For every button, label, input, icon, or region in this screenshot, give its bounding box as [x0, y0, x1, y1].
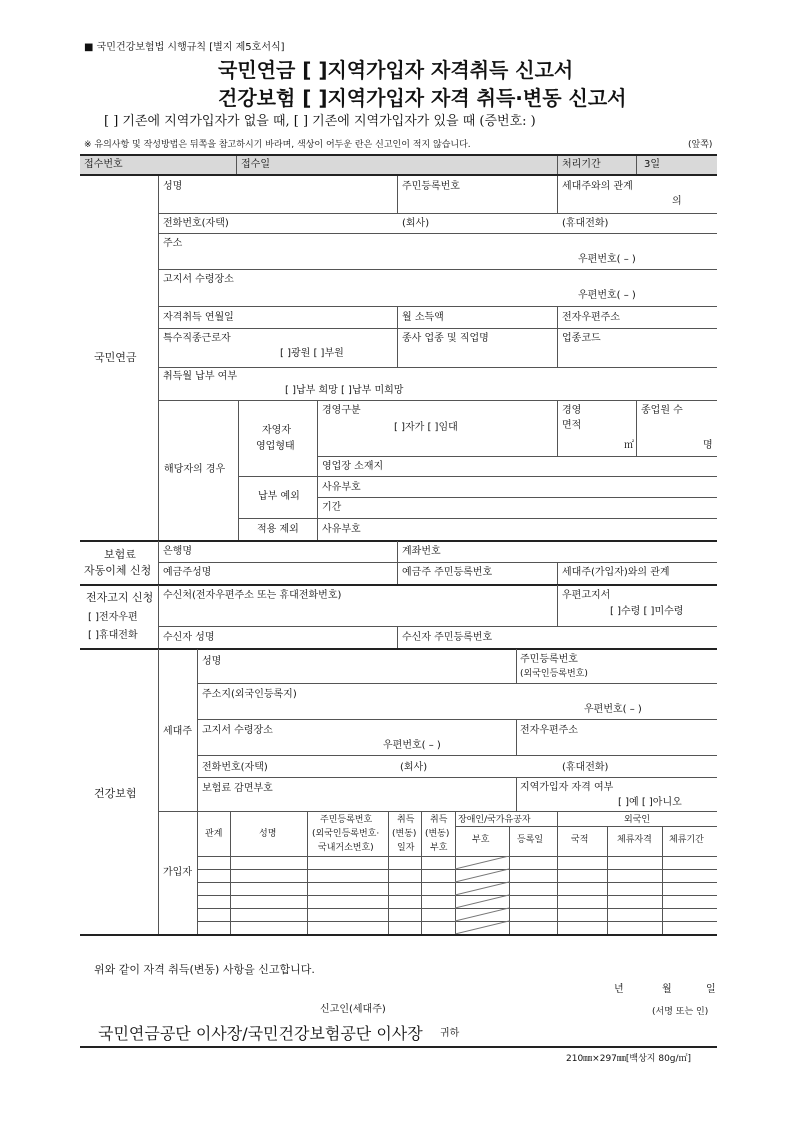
pension-acq-date[interactable]: 자격취득 연월일 — [163, 312, 234, 323]
signature-field[interactable]: (서명 또는 인) — [652, 1007, 709, 1017]
pension-industry[interactable]: 종사 업종 및 직업명 — [402, 333, 489, 344]
pension-special-options[interactable]: [ ]광원 [ ]부원 — [280, 348, 344, 359]
form-subtitle: [ ] 기존에 지역가입자가 없을 때, [ ] 기존에 지역가입자가 있을 때 (증번호: ) — [104, 114, 536, 129]
health-rrn-field[interactable]: 주민등록번호 — [520, 654, 578, 665]
pension-income[interactable]: 월 소득액 — [402, 312, 444, 323]
col-acq2-a: 취득 — [430, 815, 448, 825]
household-head-label: 세대주 — [163, 726, 192, 737]
col-relation: 관계 — [205, 829, 223, 839]
pension-postal-1[interactable]: 우편번호( – ) — [578, 254, 636, 265]
form-title-health: 건강보험 [ ]지역가입자 자격 취득·변동 신고서 — [218, 86, 627, 110]
exempt-period[interactable]: 기간 — [322, 502, 342, 513]
col-foreigner: 외국인 — [624, 815, 651, 825]
col-rrn-b: (외국인등록번호· — [312, 829, 380, 839]
exempt-reason-code[interactable]: 사유부호 — [322, 482, 361, 493]
col-acq1-c: 일자 — [397, 843, 415, 853]
area-label-2: 면적 — [562, 420, 582, 431]
receipt-number-label: 접수번호 — [84, 159, 123, 170]
health-postal-1[interactable]: 우편번호( – ) — [584, 704, 642, 715]
management-type-label: 경영구분 — [322, 405, 361, 416]
pension-rrn-field[interactable]: 주민등록번호 — [402, 181, 460, 192]
paper-spec: 210㎜×297㎜[백상지 80g/㎡] — [566, 1054, 692, 1064]
regional-qualification-label: 지역가입자 자격 여부 — [520, 782, 614, 793]
col-name: 성명 — [259, 829, 277, 839]
pension-address-field[interactable]: 주소 — [163, 238, 183, 249]
declaration-text: 위와 같이 자격 취득(변동) 사항을 신고합니다. — [94, 963, 315, 976]
date-month-label[interactable]: 월 — [662, 984, 672, 995]
pension-special-worker: 특수직종근로자 — [163, 333, 231, 344]
receiver-rrn-field[interactable]: 수신자 주민등록번호 — [402, 632, 493, 643]
col-rrn-a: 주민등록번호 — [320, 815, 373, 825]
health-residence-field[interactable]: 주소지(외국인등록지) — [202, 689, 297, 700]
reporter-label: 신고인(세대주) — [320, 1004, 386, 1015]
pension-industry-code[interactable]: 업종코드 — [562, 333, 601, 344]
exclude-reason-code[interactable]: 사유부호 — [322, 524, 361, 535]
account-number-field[interactable]: 계좌번호 — [402, 546, 441, 557]
receiver-name-field[interactable]: 수신자 성명 — [163, 632, 215, 643]
health-name-field[interactable]: 성명 — [202, 656, 222, 667]
processing-period-label: 처리기간 — [562, 159, 601, 170]
col-disabled: 장애인/국가유공자 — [458, 815, 531, 825]
enotice-receiver-field[interactable]: 수신처(전자우편주소 또는 휴대전화번호) — [163, 590, 342, 601]
receipt-bar — [80, 155, 717, 174]
employees-unit: 명 — [703, 440, 713, 451]
pension-relation-suffix: 의 — [672, 196, 682, 207]
autopay-title-2: 자동이체 신청 — [84, 564, 152, 577]
health-rrn-foreign: (외국인등록번호) — [520, 669, 588, 679]
enotice-email-option[interactable]: [ ]전자우편 — [88, 612, 138, 623]
front-side-label: (앞쪽) — [688, 140, 713, 150]
col-acq2-c: 부호 — [430, 843, 448, 853]
employees-label[interactable]: 종업원 수 — [641, 405, 683, 416]
holder-relation-field[interactable]: 세대주(가입자)와의 관계 — [562, 567, 670, 578]
shaded-code-cells — [455, 856, 509, 934]
pension-payment-month: 취득월 납부 여부 — [163, 371, 237, 382]
management-type-options[interactable]: [ ]자가 [ ]임대 — [394, 422, 458, 433]
mail-notice-label: 우편고지서 — [562, 590, 611, 601]
form-title-pension: 국민연금 [ ]지역가입자 자격취득 신고서 — [218, 58, 574, 82]
business-type-label: 영업형태 — [256, 441, 295, 452]
receipt-date-label: 접수일 — [241, 159, 270, 170]
col-acq2-b: (변동) — [425, 829, 450, 839]
pension-phone-office[interactable]: (회사) — [402, 218, 430, 229]
pension-payment-options[interactable]: [ ]납부 희망 [ ]납부 미희망 — [285, 385, 404, 396]
area-label: 경영 — [562, 405, 582, 416]
notice-text: ※ 유의사항 및 작성방법은 뒤쪽을 참고하시기 바라며, 색상이 어두운 란은 신고인이 적지 않습니다. — [84, 140, 471, 150]
health-phone-office[interactable]: (회사) — [400, 762, 428, 773]
pension-phone-home[interactable]: 전화번호(자택) — [163, 218, 229, 229]
col-acq1-a: 취득 — [397, 815, 415, 825]
enotice-mobile-option[interactable]: [ ]휴대전화 — [88, 630, 138, 641]
regulation-label: ■ 국민건강보험법 시행규칙 [별지 제5호서식] — [84, 42, 285, 53]
member-label: 가입자 — [163, 867, 192, 878]
col-reg-date: 등록일 — [517, 835, 544, 845]
pension-email[interactable]: 전자우편주소 — [562, 312, 620, 323]
health-phone-mobile[interactable]: (휴대전화) — [562, 762, 609, 773]
processing-period-value: 3일 — [644, 159, 661, 170]
honorific-text: 귀하 — [440, 1028, 460, 1039]
col-acq1-b: (변동) — [392, 829, 417, 839]
area-unit: ㎡ — [624, 440, 634, 451]
holder-name-field[interactable]: 예금주성명 — [163, 567, 212, 578]
health-postal-2[interactable]: 우편번호( – ) — [383, 740, 441, 751]
pension-phone-mobile[interactable]: (휴대전화) — [562, 218, 609, 229]
apply-exclude-label: 적용 제외 — [257, 524, 299, 535]
col-code: 부호 — [472, 835, 490, 845]
pension-postal-2[interactable]: 우편번호( – ) — [578, 290, 636, 301]
enotice-title: 전자고지 신청 — [86, 591, 154, 604]
bank-name-field[interactable]: 은행명 — [163, 546, 192, 557]
regional-qualification-options[interactable]: [ ]예 [ ]아니오 — [618, 797, 682, 808]
self-employed-label: 자영자 — [262, 425, 291, 436]
col-stay-period: 체류기간 — [669, 835, 704, 845]
pension-notice-place[interactable]: 고지서 수령장소 — [163, 274, 234, 285]
holder-rrn-field[interactable]: 예금주 주민등록번호 — [402, 567, 493, 578]
date-day-label[interactable]: 일 — [706, 984, 716, 995]
health-section-label: 건강보험 — [94, 787, 137, 800]
mail-notice-options[interactable]: [ ]수령 [ ]미수령 — [610, 606, 684, 617]
payment-exempt-label: 납부 예외 — [258, 491, 300, 502]
col-nationality: 국적 — [571, 835, 589, 845]
health-notice-place[interactable]: 고지서 수령장소 — [202, 725, 273, 736]
date-year-label[interactable]: 년 — [614, 984, 624, 995]
health-reduction-code[interactable]: 보험료 감면부호 — [202, 783, 273, 794]
col-stay-status: 체류자격 — [617, 835, 652, 845]
col-rrn-c: 국내거소번호) — [318, 843, 374, 853]
health-email-field[interactable]: 전자우편주소 — [520, 725, 578, 736]
pension-section-label: 국민연금 — [94, 351, 137, 364]
pension-relation-field[interactable]: 세대주와의 관계 — [562, 181, 633, 192]
business-location[interactable]: 영업장 소재지 — [322, 461, 384, 472]
addressee-text: 국민연금공단 이사장/국민건강보험공단 이사장 — [98, 1024, 423, 1043]
pension-name-field[interactable]: 성명 — [163, 181, 183, 192]
autopay-title-1: 보험료 — [104, 548, 136, 561]
health-phone-home[interactable]: 전화번호(자택) — [202, 762, 268, 773]
applicable-label: 해당자의 경우 — [164, 464, 226, 475]
